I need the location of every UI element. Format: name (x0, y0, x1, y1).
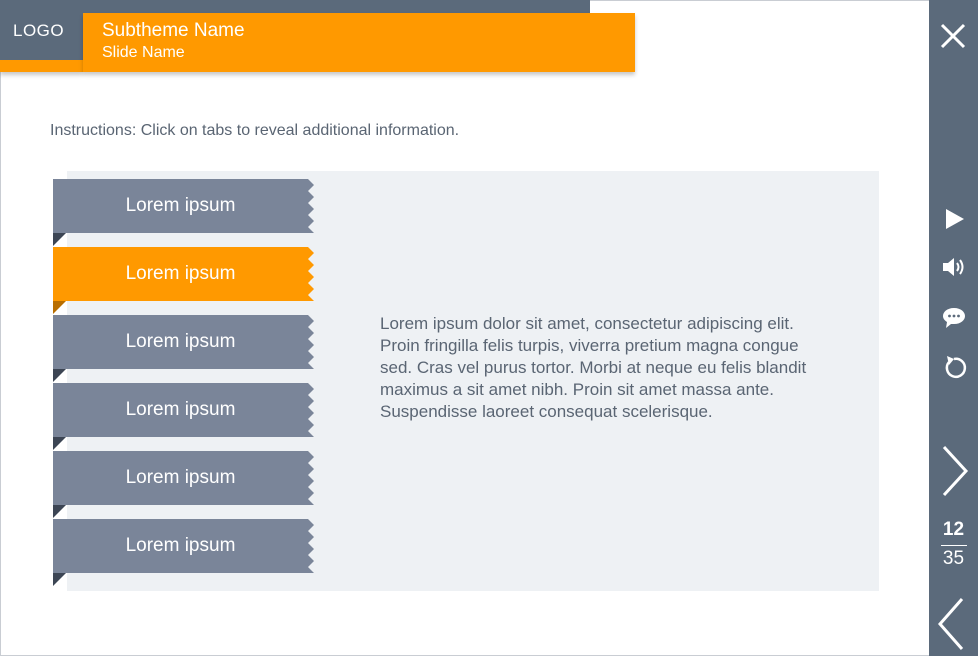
tab-5[interactable] (53, 451, 314, 505)
tab-fold (53, 369, 66, 382)
comment-icon[interactable] (941, 306, 967, 330)
subtheme-title: Subtheme Name (102, 20, 245, 41)
prev-icon[interactable] (936, 596, 966, 652)
tab-label: Lorem ipsum (125, 195, 236, 216)
tab-fold (53, 573, 66, 586)
tab-fold (53, 233, 66, 246)
tab-4[interactable] (53, 383, 314, 437)
page-total: 35 (942, 548, 965, 569)
next-icon[interactable] (940, 444, 970, 498)
tab-fold (53, 437, 66, 450)
tab-3[interactable] (53, 315, 314, 369)
tab-fold (53, 505, 66, 518)
close-icon[interactable] (939, 22, 967, 50)
tab-6[interactable] (53, 519, 314, 573)
tab-2[interactable] (53, 247, 314, 301)
tab-fold (53, 301, 66, 314)
tab-content-text: Lorem ipsum dolor sit amet, consectetur adipiscing elit. Proin fringilla felis turpis, viverra pretium magna congue sed. Cras vel purus tortor. Morbi at neque eu felis blandit maximus a sit amet nibh. Proin sit amet massa ante. Suspendisse laoreet consequat scelerisque. (380, 314, 807, 421)
tab-label: Lorem ipsum (125, 399, 236, 420)
slide-name: Slide Name (102, 44, 185, 61)
page-divider (941, 545, 967, 546)
replay-icon[interactable] (941, 355, 967, 381)
tab-1[interactable] (53, 179, 314, 233)
play-icon[interactable] (944, 207, 966, 231)
tab-label: Lorem ipsum (125, 467, 236, 488)
tab-label: Lorem ipsum (125, 331, 236, 352)
header-top-bar (0, 0, 590, 13)
logo: LOGO (13, 21, 65, 40)
volume-icon[interactable] (941, 256, 967, 278)
instructions-text: Instructions: Click on tabs to reveal additional information. (50, 122, 460, 139)
tab-label: Lorem ipsum (125, 535, 236, 556)
header-accent-strip (0, 60, 83, 72)
page-current: 12 (942, 519, 965, 540)
tab-label: Lorem ipsum (125, 263, 236, 284)
